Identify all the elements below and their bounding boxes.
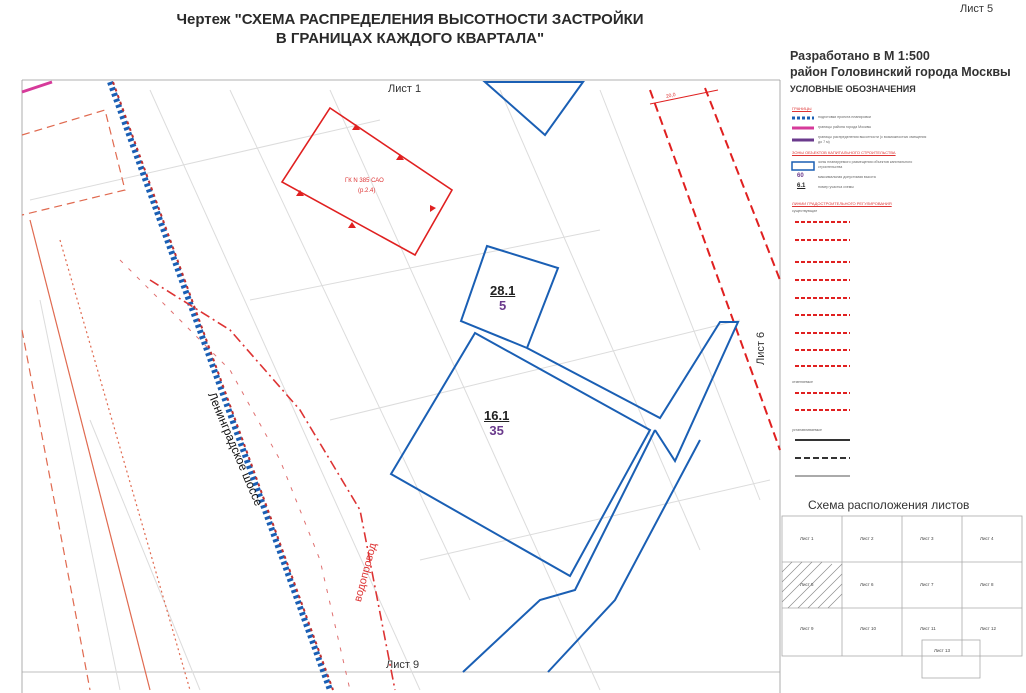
legend-group-planned: отменяемые (792, 380, 814, 384)
quarter-16-1-boundary (391, 333, 650, 576)
legend-symbols (792, 118, 850, 476)
district-border-fragment (22, 82, 52, 92)
quarter-boundaries (391, 82, 738, 672)
scheme-cell-13: Лист 13 (934, 648, 951, 653)
legend-group-existing: существующие (792, 209, 818, 213)
quarter-28-1 (490, 283, 515, 313)
scheme-cell-11: Лист 11 (920, 626, 936, 631)
legend-item-planning: подготовки проекта планировки (818, 115, 871, 119)
road-boundary-blue (110, 82, 330, 690)
scheme-cell-4: Лист 4 (980, 536, 994, 541)
dimension-line (650, 90, 718, 104)
sheet-number: Лист 5 (960, 3, 994, 15)
legend-item-plot-number: номер участка схемы (818, 185, 854, 189)
legend-group-set: устанавливаемые (792, 428, 822, 432)
dimension-label: 20,0 (665, 92, 677, 100)
scheme-cell-7: Лист 7 (920, 582, 934, 587)
road-name-label: Ленинградское шоссе (205, 390, 266, 509)
scheme-cell-3: Лист 3 (920, 536, 934, 541)
gk-sub-label: (р.2.4) (358, 188, 376, 194)
quarter-number: 16.1 (484, 408, 510, 423)
quarter-top-fragment (485, 82, 583, 135)
scheme-cell-8: Лист 8 (980, 582, 994, 587)
district-text: район Головинский города Москвы (790, 65, 1011, 79)
gk-label: ГК N 385 САО (345, 178, 384, 184)
quarter-lower-right (548, 440, 700, 672)
legend-item-height-zone: границы распределения высотности (с возможностью смещения до 7 м) (818, 135, 927, 144)
quarter-16-1 (484, 408, 509, 438)
legend-item-max-height: максимальная допустимая высота (818, 175, 876, 179)
water-pipe-line (150, 280, 395, 690)
water-pipe-guard (120, 260, 350, 690)
legend-item-zone-placement: зоны планируемого размещения объектов капитального строительства (818, 160, 913, 169)
bottom-sheet-label: Лист 9 (386, 659, 420, 671)
gk-ticks (296, 124, 436, 228)
quarter-number: 28.1 (490, 283, 516, 298)
quarter-strip-boundary (527, 322, 738, 461)
scale-text: Разработано в М 1:500 (790, 49, 930, 63)
legend-item-district: границы района города Москвы (818, 125, 872, 129)
quarter-height: 5 (499, 298, 507, 313)
top-sheet-label: Лист 1 (388, 83, 422, 95)
legend-group-red-lines: ЛИНИИ ГРАДОСТРОИТЕЛЬНОГО РЕГУЛИРОВАНИЯ (792, 201, 892, 206)
scheme-cell-9: Лист 9 (800, 626, 814, 631)
background-streets (30, 90, 770, 690)
scheme-cell-6: Лист 6 (860, 582, 874, 587)
right-sheet-label: Лист 6 (755, 331, 767, 365)
legend-panel (790, 48, 1020, 94)
legend-max-height-value: 60 (797, 173, 804, 179)
title-line-1: Чертеж "СХЕМА РАСПРЕДЕЛЕНИЯ ВЫСОТНОСТИ ЗАСТРОЙКИ (176, 11, 644, 28)
scheme-title: Схема расположения листов (808, 498, 970, 512)
legend-plot-number-value: 6.1 (797, 183, 806, 189)
quarter-lower-left (463, 430, 655, 672)
scheme-cell-1: Лист 1 (800, 536, 814, 541)
legend-group-zones: ЗОНЫ ОБЪЕКТОВ КАПИТАЛЬНОГО СТРОИТЕЛЬСТВА (792, 150, 896, 155)
legend-header: УСЛОВНЫЕ ОБОЗНАЧЕНИЯ (790, 84, 916, 94)
title-line-2: В ГРАНИЦАХ КАЖДОГО КВАРТАЛА" (275, 30, 545, 47)
scheme-cell-10: Лист 10 (860, 626, 877, 631)
quarter-height: 35 (489, 423, 504, 438)
water-pipe-label: водопровод (352, 541, 380, 604)
legend-group-borders: ГРАНИЦЫ (792, 106, 812, 111)
scheme-cell-2: Лист 2 (860, 536, 874, 541)
scheme-cell-12: Лист 12 (980, 626, 997, 631)
scheme-cell-5: Лист 5 (800, 582, 814, 587)
